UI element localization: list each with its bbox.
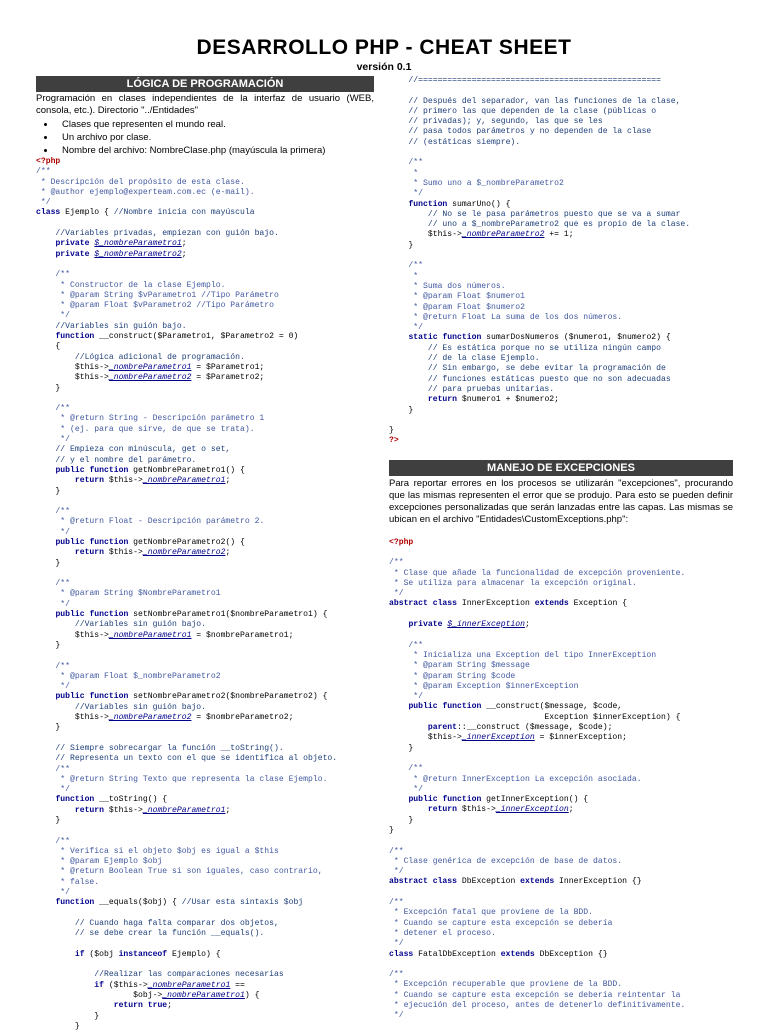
code-line: */ xyxy=(389,867,404,877)
code-line: // y el nombre del parámetro. xyxy=(36,455,197,465)
code-line: /** xyxy=(36,836,70,846)
code-line: //Variables sin guión bajo. xyxy=(36,702,206,712)
code-line: */ xyxy=(389,589,404,599)
code-line: * Cuando se capture esta excepción se debería reintentar la xyxy=(389,990,681,1000)
code-line: * @return String Texto que representa la clase Ejemplo. xyxy=(36,774,328,784)
list-item: • Un archivo por clase. xyxy=(56,131,374,144)
code-line: /** xyxy=(389,640,423,650)
code-line xyxy=(36,960,374,970)
code-line xyxy=(36,497,374,507)
code-line: { xyxy=(36,342,61,352)
code-line: * @param String $message xyxy=(389,661,530,671)
code-line: */ xyxy=(389,323,423,333)
code-line: */ xyxy=(36,527,70,537)
code-line: private $_nombreParametro1; xyxy=(55,239,187,249)
code-line: */ xyxy=(36,599,70,609)
code-line: * @param String $vParametro1 //Tipo Parámetro xyxy=(36,290,279,300)
code-line: } xyxy=(389,826,394,835)
code-line: * xyxy=(389,168,419,178)
code-line: // funciones estáticas puesto que no son adecuadas xyxy=(389,374,671,384)
code-line: <?php xyxy=(389,537,414,547)
code-line: $this->_innerException = $innerException; xyxy=(389,733,628,743)
code-line: } xyxy=(36,1011,100,1021)
code-line: return $numero1 + $numero2; xyxy=(427,395,560,405)
left-column xyxy=(36,76,374,1032)
code-block-functions xyxy=(389,76,733,447)
code-line: /** xyxy=(36,579,70,589)
code-line xyxy=(389,836,733,846)
code-line xyxy=(389,888,733,898)
code-line: /** xyxy=(389,261,423,271)
code-line: // Después del separador, van las funciones de la clase, xyxy=(389,96,681,106)
code-line: // privadas); y, segundo, las que se les xyxy=(389,117,603,127)
code-line: } xyxy=(36,486,61,496)
code-line: */ xyxy=(389,692,423,702)
code-line: * Se utiliza para almacenar la excepción original. xyxy=(389,578,637,588)
code-line: //================================================== xyxy=(389,76,661,85)
code-line xyxy=(36,826,374,836)
code-line: public function __construct($message, $code, xyxy=(408,702,623,712)
code-line: * @return InnerException La excepción asociada. xyxy=(389,774,642,784)
code-line: * Constructor de la clase Ejemplo. xyxy=(36,280,226,290)
code-line: /** xyxy=(36,507,70,517)
code-line: * ejecución del proceso, antes de detenerlo definitivamente. xyxy=(389,1001,686,1011)
code-line: //Variables sin guión bajo. xyxy=(36,321,187,331)
code-line xyxy=(36,909,374,919)
code-line: $this->_nombreParametro1 = $Parametro1; xyxy=(36,362,265,372)
code-line: * Verifica si el objeto $obj es igual a $this xyxy=(36,846,279,856)
code-line: static function sumarDosNumeros ($numero1, $numero2) { xyxy=(408,333,671,343)
logic-intro: Programación en clases independientes de la interfaz de usuario (WEB, consola, etc.). Directorio "../Entidades" xyxy=(36,93,374,116)
code-line: // para pruebas unitarias. xyxy=(389,384,555,394)
code-line: } xyxy=(36,640,61,650)
code-line: //Variables privadas, empiezan con guión bajo. xyxy=(36,229,279,239)
code-line: function sumarUno() { xyxy=(408,199,511,209)
code-line: function __equals($obj) { //Usar esta sintaxis $obj xyxy=(55,898,304,908)
code-line: /** xyxy=(389,898,404,908)
code-line: * @param Ejemplo $obj xyxy=(36,857,163,867)
code-line: } xyxy=(389,743,414,753)
code-line: */ xyxy=(36,198,51,208)
code-line: $this->_nombreParametro2 += 1; xyxy=(389,230,574,240)
code-line: } xyxy=(389,426,394,436)
code-line: public function getNombreParametro2() { xyxy=(55,537,245,547)
code-line: */ xyxy=(36,682,70,692)
code-line: * Excepción fatal que proviene de la BDD. xyxy=(389,908,593,918)
code-line: return $this->_nombreParametro1; xyxy=(74,476,231,486)
code-line: $this->_nombreParametro1 = $nombreParametro1; xyxy=(36,630,294,640)
code-line: // Cuando haga falta comparar dos objetos, xyxy=(36,918,279,928)
code-line: /** xyxy=(389,846,404,856)
code-line: * Clase genérica de excepción de base de datos. xyxy=(389,856,623,866)
code-line: } xyxy=(389,815,414,825)
code-line: class FatalDbException extends DbException {} xyxy=(389,949,608,959)
code-line xyxy=(389,630,733,640)
code-line: Exception $innerException) { xyxy=(389,712,681,722)
code-line xyxy=(36,651,374,661)
code-line: * @return Boolean True si son iguales, caso contrario, xyxy=(36,867,323,877)
code-line: abstract class DbException extends InnerException {} xyxy=(389,877,642,887)
code-line: //Variables sin guión bajo. xyxy=(36,620,206,630)
code-line: // Representa un texto con el que se identifica al objeto. xyxy=(36,754,338,764)
code-line: parent::__construct ($message, $code); xyxy=(427,723,613,733)
code-line: * @author ejemplo@experteam.com.ec (e-mail). xyxy=(36,187,255,197)
code-line: } xyxy=(36,383,61,393)
code-line: $this->_nombreParametro2 = $Parametro2; xyxy=(36,373,265,383)
code-line: <?php xyxy=(36,157,61,166)
code-line: * Sumo uno a $_nombreParametro2 xyxy=(389,178,564,188)
code-line: /** xyxy=(36,764,70,774)
code-line: // Sin embargo, se debe evitar la programación de xyxy=(389,364,666,374)
code-line: private $_nombreParametro2; xyxy=(55,249,187,259)
code-line xyxy=(36,394,374,404)
code-line: } xyxy=(389,405,414,415)
code-line: * @param Float $numero1 xyxy=(389,292,525,302)
code-line: */ xyxy=(36,311,70,321)
code-line: */ xyxy=(36,888,70,898)
code-line: private $_innerException; xyxy=(408,620,530,630)
code-line xyxy=(389,416,733,426)
code-line: return $this->_innerException; xyxy=(427,805,574,815)
code-line xyxy=(389,86,733,96)
code-line: // Es estática porque no se utiliza ningún campo xyxy=(389,343,661,353)
exceptions-intro: Para reportar errores en los procesos se utilizarán "excepciones", procurando que las mismas representen el error que se produjo. Para esto se pueden definir excepciones personalizadas que serán lanzadas entre las capas. Las mismas se ubican en el archivo "Entidades\CustomExceptions.php": xyxy=(389,477,733,525)
code-line: * Suma dos números. xyxy=(389,281,506,291)
code-line xyxy=(389,251,733,261)
code-line: * Excepción recuperable que proviene de la BDD. xyxy=(389,980,623,990)
code-line xyxy=(36,569,374,579)
code-line: * @param Float $numero2 xyxy=(389,302,525,312)
code-line xyxy=(36,940,374,950)
code-line: // Empieza con minúscula, get o set, xyxy=(36,445,231,455)
code-line: // se debe crear la función __equals(). xyxy=(36,929,265,939)
code-line: * Clase que añade la funcionalidad de excepción proveniente. xyxy=(389,568,686,578)
code-line: abstract class InnerException extends Exception { xyxy=(389,599,628,609)
code-line xyxy=(389,960,733,970)
code-line: * Cuando se capture esta excepción se debería xyxy=(389,918,613,928)
code-line: return $this->_nombreParametro1; xyxy=(74,805,231,815)
code-line xyxy=(389,148,733,158)
code-line: * @return Float - Descripción parámetro 2. xyxy=(36,517,265,527)
code-line: * Inicializa una Exception del tipo InnerException xyxy=(389,650,657,660)
code-line: return $this->_nombreParametro2; xyxy=(74,548,231,558)
code-line: * @param Float $vParametro2 //Tipo Parámetro xyxy=(36,301,274,311)
code-line: $this->_nombreParametro2 = $nombreParametro2; xyxy=(36,713,294,723)
code-line: } xyxy=(389,240,414,250)
code-line xyxy=(389,610,733,620)
code-line: } xyxy=(36,816,61,825)
code-line: * @return Float La suma de los dos números. xyxy=(389,312,623,322)
code-line: public function getInnerException() { xyxy=(408,795,589,805)
code-line: // uno a $_nombreParametro2 que es propio de la clase. xyxy=(389,220,691,230)
code-line: //Realizar las comparaciones necesarias xyxy=(36,970,284,980)
logic-bullet-list xyxy=(36,118,374,157)
code-line: } xyxy=(36,723,61,733)
code-line: ?> xyxy=(389,436,399,446)
version-label: versión 0.1 xyxy=(356,61,412,73)
code-line xyxy=(36,219,374,229)
code-line: * false. xyxy=(36,877,100,887)
code-line: /** xyxy=(36,270,70,280)
code-line: */ xyxy=(389,1011,404,1021)
code-block-exceptions xyxy=(389,538,733,1022)
code-line: function __construct($Parametro1, $Parametro2 = 0) xyxy=(55,332,299,342)
code-line: public function setNombreParametro2($nombreParametro2) { xyxy=(55,692,328,702)
page-title: DESARROLLO PHP - CHEAT SHEET xyxy=(196,36,572,59)
code-line: * Descripción del propósito de esta clase. xyxy=(36,177,245,187)
code-line xyxy=(36,734,374,744)
code-line: public function getNombreParametro1() { xyxy=(55,465,245,475)
code-line: /** xyxy=(36,661,70,671)
code-line xyxy=(36,260,374,270)
code-line: */ xyxy=(36,785,70,795)
code-line: // Siempre sobrecargar la función __toString(). xyxy=(36,743,284,753)
code-line: if ($this->_nombreParametro1 == xyxy=(94,980,245,990)
code-line: * @param String $NombreParametro1 xyxy=(36,589,221,599)
code-line: class Ejemplo { //Nombre inicia con mayúscula xyxy=(36,208,255,218)
code-line: /** xyxy=(389,764,423,774)
code-line: /** xyxy=(36,167,51,177)
code-line: $obj->_nombreParametro1) { xyxy=(36,991,260,1001)
code-line: /** xyxy=(389,970,404,980)
right-column xyxy=(389,76,733,1022)
code-line: // pasa todos parámetros y no dependen de la clase xyxy=(389,127,652,137)
code-line: function __toString() { xyxy=(55,795,168,805)
code-block-example-class xyxy=(36,157,374,1032)
code-line: */ xyxy=(36,435,70,445)
code-line: /** xyxy=(389,158,423,168)
list-item: • Nombre del archivo: NombreClase.php (mayúscula la primera) xyxy=(56,144,374,157)
code-line: public function setNombreParametro1($nombreParametro1) { xyxy=(55,610,328,620)
code-line: if ($obj instanceof Ejemplo) { xyxy=(74,949,221,959)
code-line: // primero las que dependen de la clase (públicas o xyxy=(389,106,657,116)
code-line: // (estáticas siempre). xyxy=(389,137,521,147)
list-item: • Clases que representen el mundo real. xyxy=(56,118,374,131)
code-line: */ xyxy=(389,189,423,199)
code-line xyxy=(389,548,733,558)
code-line: } xyxy=(36,558,61,568)
code-line: //Lógica adicional de programación. xyxy=(36,352,245,362)
code-line: // No se le pasa parámetros puesto que se va a sumar xyxy=(389,209,681,219)
code-line: * @param Float $_nombreParametro2 xyxy=(36,671,221,681)
code-line xyxy=(389,754,733,764)
code-line: * detener el proceso. xyxy=(389,928,496,938)
section-header-exceptions: MANEJO DE EXCEPCIONES xyxy=(389,460,733,476)
code-line: /** xyxy=(36,404,70,414)
code-line: * xyxy=(389,271,419,281)
code-line: /** xyxy=(389,558,404,568)
code-line: * @param Exception $innerException xyxy=(389,681,579,691)
code-line: * (ej. para que sirve, de que se trata). xyxy=(36,424,255,434)
code-line: } xyxy=(36,1021,80,1031)
code-line: */ xyxy=(389,939,404,949)
code-line: */ xyxy=(389,784,423,794)
code-line: * @param String $code xyxy=(389,671,516,681)
code-line: // de la clase Ejemplo. xyxy=(389,354,540,364)
code-line: * @return String - Descripción parámetro 1 xyxy=(36,414,265,424)
section-header-logic: LÓGICA DE PROGRAMACIÓN xyxy=(36,76,374,92)
code-line: return true; xyxy=(113,1001,173,1011)
